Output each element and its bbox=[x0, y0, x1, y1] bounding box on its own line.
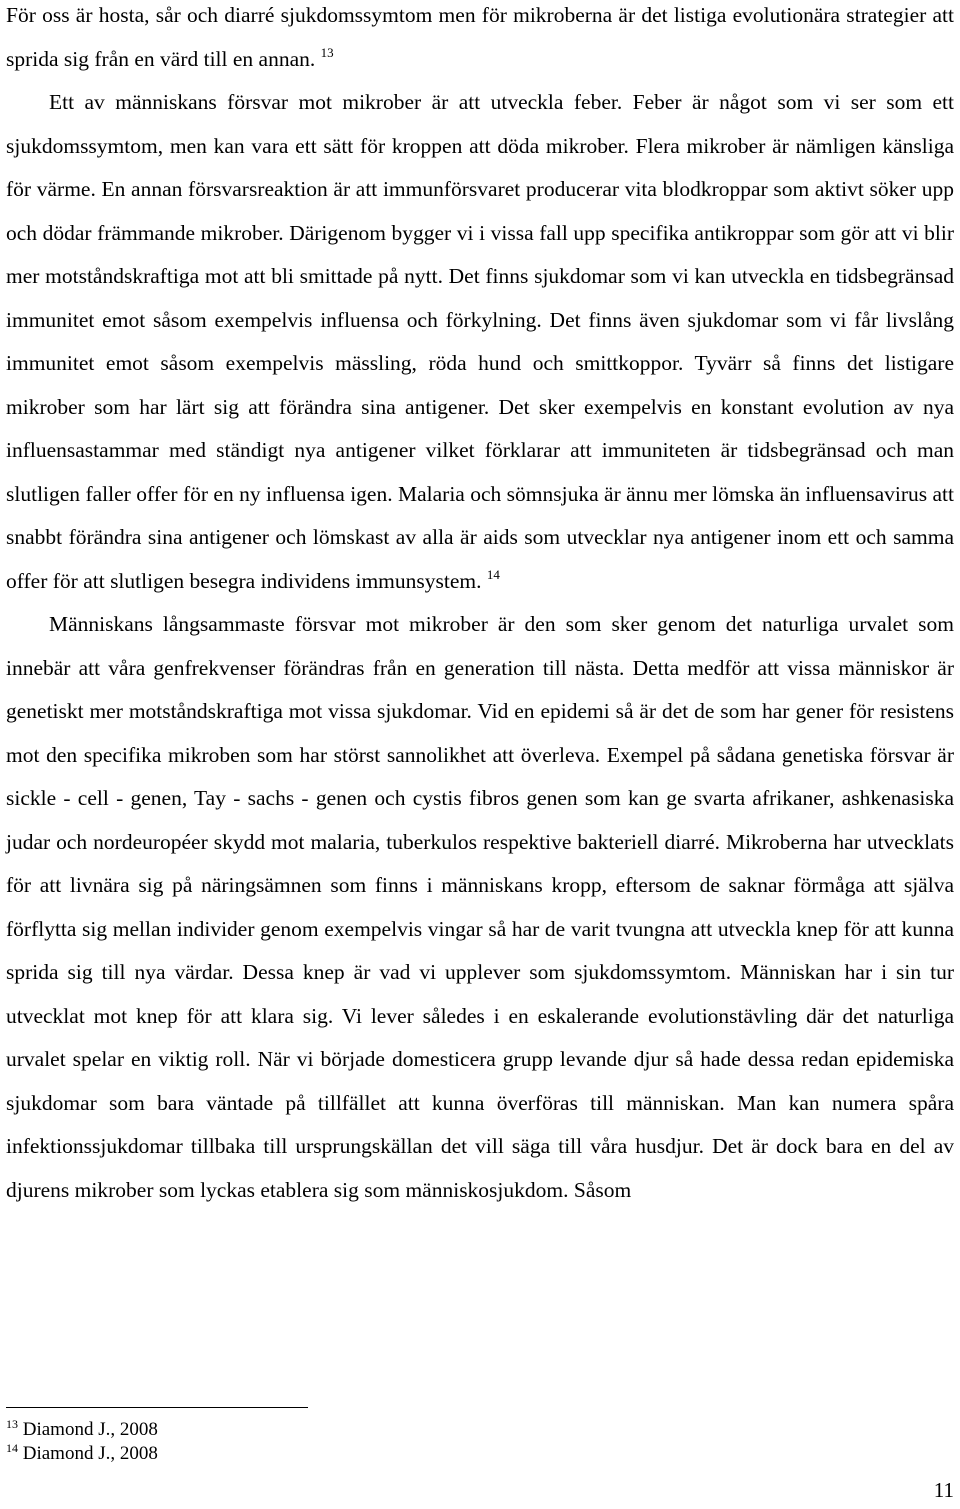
footnote-item bbox=[6, 1442, 158, 1466]
body-text bbox=[6, 0, 954, 1212]
footnote-number: 13 bbox=[6, 1417, 18, 1431]
footnote-item bbox=[6, 1418, 158, 1442]
footnote-separator bbox=[6, 1407, 308, 1408]
footnote-text: Diamond J., 2008 bbox=[22, 1419, 158, 1440]
paragraph-1 bbox=[6, 0, 954, 81]
paragraph-2 bbox=[6, 81, 954, 603]
footnote-reference: 14 bbox=[486, 566, 500, 582]
footnote-reference: 13 bbox=[320, 44, 334, 60]
page-number: 11 bbox=[933, 1478, 954, 1502]
footnote-number: 14 bbox=[6, 1441, 18, 1455]
paragraph-text: Människans långsammaste försvar mot mikrober är den som sker genom det naturliga urvalet som innebär att våra genfrekvenser förändras från en generation till nästa. Detta medför att vissa människor är genetiskt mer motståndskraftiga mot vissa sjukdomar. Vid en epidemi så är det de som har gener för resistens mot den specifika mikroben som har störst sannolikhet att överleva. Exempel på sådana genetiska försvar är sickle - cell - genen, Tay - sachs - genen och cystis fibros genen som kan ge svarta afrikaner, ashkenasiska judar och nordeuropéer skydd mot malaria, tuberkulos respektive bakteriell diarré. Mikroberna har utvecklats för att livnära sig på näringsämnen som finns i människans kropp, eftersom de saknar förmåga att själva förflytta sig mellan individer genom exempelvis vingar så har de varit tvungna att utveckla knep för att kunna sprida sig till nya värdar. Dessa knep är vad vi upplever som sjukdomssymtom. Människan har i sin tur utvecklat mot knep för att klara sig. Vi lever således i en eskalerande evolutionstävling där det naturliga urvalet spelar en viktig roll. När vi började domesticera grupp levande djur så hade dessa redan epidemiska sjukdomar som bara väntade på tillfället att kunna överföras till människan. Man kan numera spåra infektionssjukdomar tillbaka till ursprungskällan det vill säga till våra husdjur. Det är dock bara en del av djurens mikrober som lyckas etablera sig som människosjukdom. Såsom bbox=[6, 612, 954, 1202]
footnote-text: Diamond J., 2008 bbox=[22, 1443, 158, 1464]
paragraph-text: Ett av människans försvar mot mikrober är att utveckla feber. Feber är något som vi ser som ett sjukdomssymtom, men kan vara ett sätt för kroppen att döda mikrober. Flera mikrober är nämligen känsliga för värme. En annan försvarsreaktion är att immunförsvaret producerar vita blodkroppar som aktivt söker upp och dödar främmande mikrober. Därigenom bygger vi i vissa fall upp specifika antikroppar som gör att vi blir mer motståndskraftiga mot att bli smittade på nytt. Det finns sjukdomar som vi kan utveckla en tidsbegränsad immunitet emot såsom exempelvis influensa och förkylning. Det finns även sjukdomar som vi får livslång immunitet emot såsom exempelvis mässling, röda hund och smittkoppor. Tyvärr så finns det listigare mikrober som har lärt sig att förändra sina antigener. Det sker exempelvis en konstant evolution av nya influensastammar med ständigt nya antigener vilket förklarar att immuniteten är tidsbegränsad och man slutligen faller offer för en ny influensa igen. Malaria och sömnsjuka är ännu mer lömska än influensavirus att snabbt förändra sina antigener och lömskast av alla är aids som utvecklar nya antigener inom ett och samma offer för att slutligen besegra individens immunsystem. bbox=[6, 90, 954, 593]
paragraph-text: För oss är hosta, sår och diarré sjukdomssymtom men för mikroberna är det listiga evolutionära strategier att sprida sig från en värd till en annan. bbox=[6, 3, 954, 71]
paragraph-3 bbox=[6, 603, 954, 1212]
footnotes bbox=[6, 1418, 158, 1466]
